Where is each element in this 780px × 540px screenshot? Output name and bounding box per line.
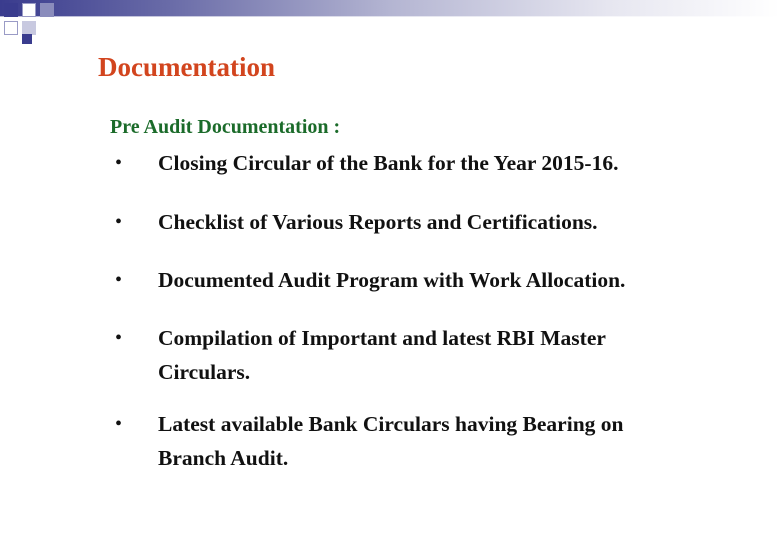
bullet-icon: •	[115, 269, 123, 291]
bullet-icon: •	[115, 152, 123, 174]
bullet-text: Checklist of Various Reports and Certifications.	[158, 210, 598, 234]
bullet-icon: •	[115, 211, 123, 233]
bullet-text: Documented Audit Program with Work Allocation.	[158, 268, 626, 292]
bullet-text: Closing Circular of the Bank for the Year 2015-16.	[158, 151, 619, 175]
bullet-text: Latest available Bank Circulars having Bearing on Branch Audit.	[158, 412, 624, 470]
header-gradient-bar	[0, 0, 780, 34]
bullet-icon: •	[115, 327, 123, 349]
bullet-text: Compilation of Important and latest RBI Master Circulars.	[158, 326, 606, 384]
slide-title: Documentation	[98, 52, 275, 82]
bullet-icon: •	[115, 413, 123, 435]
slide-subtitle: Pre Audit Documentation :	[110, 116, 341, 138]
